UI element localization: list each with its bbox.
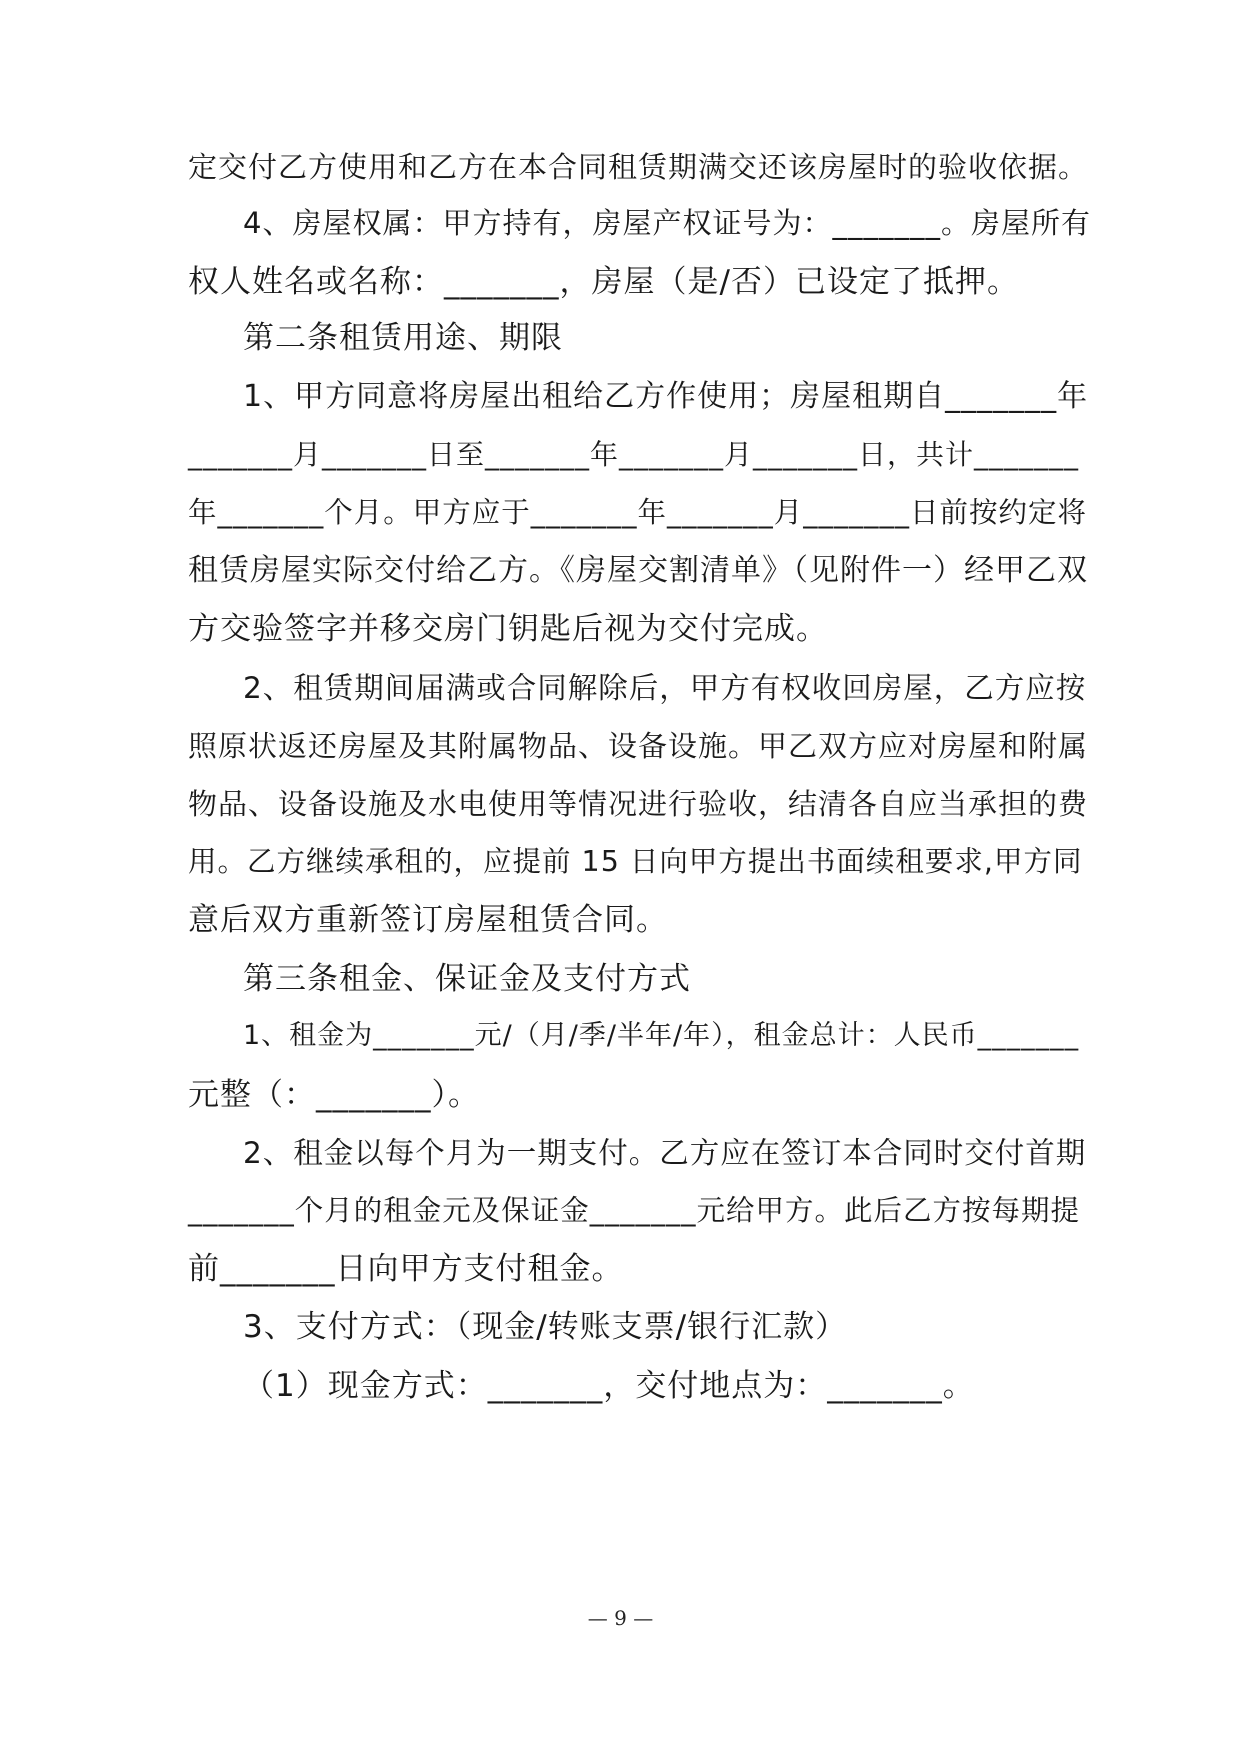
paragraph-line: 前_______日向甲方支付租金。 <box>188 1251 624 1287</box>
section-heading: 第二条租赁用途、期限 <box>243 320 563 356</box>
paragraph-line: _______个月的租金元及保证金_______元给甲方。此后乙方按每期提 <box>188 1194 1081 1227</box>
paragraph-line: 租赁房屋实际交付给乙方。《房屋交割清单》（见附件一）经甲乙双 <box>188 553 1088 588</box>
paragraph-line: 方交验签字并移交房门钥匙后视为交付完成。 <box>188 611 828 647</box>
paragraph-line: 1、甲方同意将房屋出租给乙方作使用；房屋租期自_______年 <box>243 379 1089 414</box>
paragraph-line: 2、租赁期间届满或合同解除后，甲方有权收回房屋，乙方应按 <box>243 671 1087 705</box>
paragraph-line: 2、租金以每个月为一期支付。乙方应在签订本合同时交付首期 <box>243 1136 1087 1170</box>
paragraph-line: 意后双方重新签订房屋租赁合同。 <box>188 902 668 938</box>
paragraph-line: 用。乙方继续承租的，应提前 15 日向甲方提出书面续租要求,甲方同 <box>188 845 1083 878</box>
paragraph-line: 权人姓名或名称：_______，房屋（是/否）已设定了抵押。 <box>188 264 1019 300</box>
paragraph-line: 年_______个月。甲方应于_______年_______月_______日前按约定将 <box>188 496 1088 529</box>
paragraph-line: 物品、设备设施及水电使用等情况进行验收，结清各自应当承担的费 <box>188 787 1089 821</box>
paragraph-line: 3、支付方式：（现金/转账支票/银行汇款） <box>243 1309 848 1345</box>
paragraph-line: 4、房屋权属：甲方持有，房屋产权证号为：_______。房屋所有 <box>243 206 1091 240</box>
paragraph-line: 1、租金为_______元/（月/季/半年/年），租金总计：人民币_______ <box>243 1020 1080 1051</box>
section-heading: 第三条租金、保证金及支付方式 <box>243 961 691 997</box>
page-number: — 9 — <box>587 1606 654 1630</box>
paragraph-line: 元整（：_______）。 <box>188 1077 480 1113</box>
paragraph-line: 照原状返还房屋及其附属物品、设备设施。甲乙双方应对房屋和附属 <box>188 729 1089 763</box>
paragraph-line: （1）现金方式：_______，交付地点为：_______。 <box>243 1368 975 1404</box>
paragraph-line: _______月_______日至_______年_______月_______日，共计_______ <box>188 438 1080 471</box>
paragraph-line: 定交付乙方使用和乙方在本合同租赁期满交还该房屋时的验收依据。 <box>188 150 1089 184</box>
